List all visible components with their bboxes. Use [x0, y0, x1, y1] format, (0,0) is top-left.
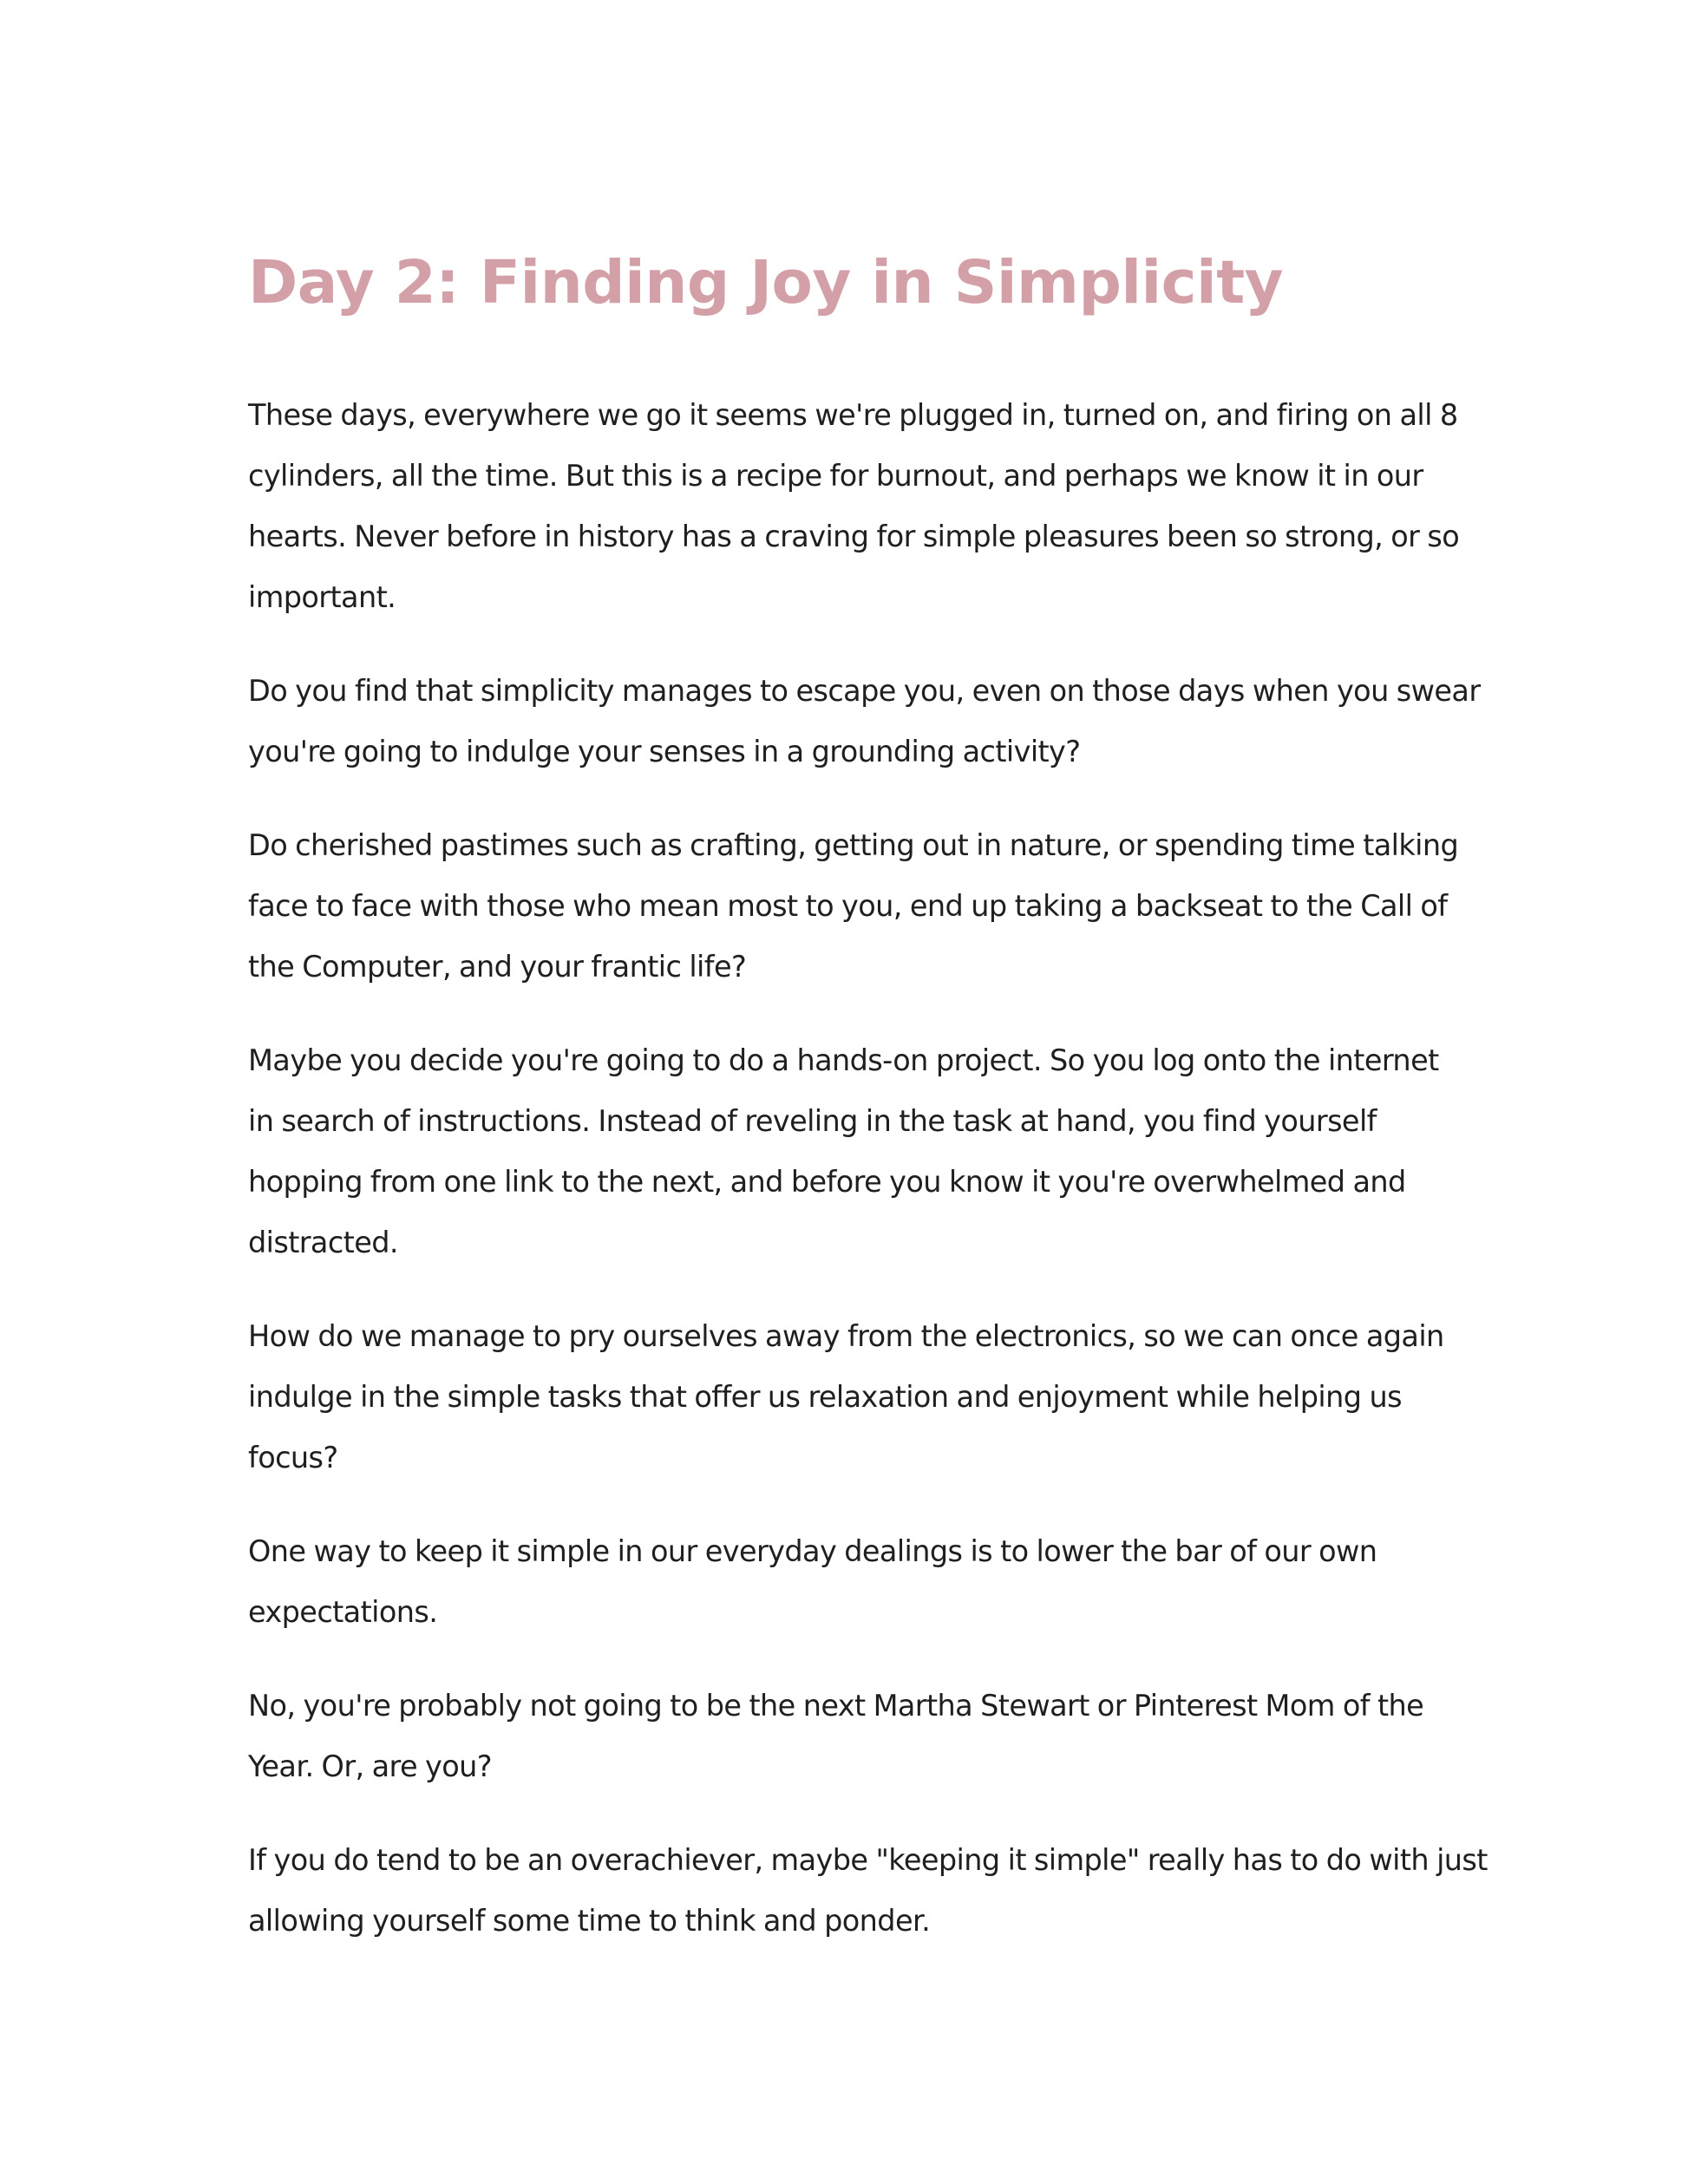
body-paragraph [248, 661, 1481, 782]
paragraph-line: expectations. [248, 1595, 438, 1629]
body-paragraph [248, 1030, 1462, 1273]
paragraph-line: distracted. [248, 1226, 398, 1259]
paragraph-line: How do we manage to pry ourselves away from the electronics, so we can once again [248, 1319, 1444, 1353]
paragraph-line: important. [248, 580, 396, 614]
paragraph-line: hopping from one link to the next, and before you know it you're overwhelmed and [248, 1165, 1406, 1199]
paragraph-line: hearts. Never before in history has a craving for simple pleasures been so strong, or so [248, 520, 1460, 553]
body-paragraph [248, 1306, 1462, 1488]
paragraph-line: These days, everywhere we go it seems we're plugged in, turned on, and firing on all 8 [248, 398, 1458, 432]
paragraph-line: One way to keep it simple in our everyday dealings is to lower the bar of our own [248, 1534, 1377, 1568]
body-paragraph [248, 385, 1462, 628]
paragraph-line: If you do tend to be an overachiever, maybe "keeping it simple" really has to do with just [248, 1843, 1488, 1877]
paragraph-line: focus? [248, 1441, 338, 1475]
paragraph-line: No, you're probably not going to be the next Martha Stewart or Pinterest Mom of the [248, 1689, 1424, 1723]
page-title: Day 2: Finding Joy in Simplicity [248, 248, 1284, 317]
document-body [248, 385, 1488, 1952]
paragraph-line: Year. Or, are you? [248, 1749, 492, 1783]
paragraph-line: allowing yourself some time to think and ponder. [248, 1904, 931, 1938]
body-paragraph [248, 1676, 1462, 1797]
paragraph-line: Do cherished pastimes such as crafting, getting out in nature, or spending time talking [248, 828, 1459, 862]
paragraph-line: face to face with those who mean most to you, end up taking a backseat to the Call of [248, 889, 1448, 923]
paragraph-line: Maybe you decide you're going to do a hands-on project. So you log onto the internet [248, 1043, 1439, 1077]
paragraph-line: you're going to indulge your senses in a grounding activity? [248, 735, 1081, 768]
body-paragraph [248, 1830, 1488, 1952]
paragraph-line: indulge in the simple tasks that offer us relaxation and enjoyment while helping us [248, 1380, 1402, 1414]
paragraph-line: in search of instructions. Instead of reveling in the task at hand, you find yourself [248, 1104, 1377, 1138]
document-content [248, 234, 1488, 1985]
paragraph-line: the Computer, and your frantic life? [248, 950, 747, 984]
paragraph-line: cylinders, all the time. But this is a recipe for burnout, and perhaps we know it in our [248, 459, 1423, 493]
body-paragraph [248, 815, 1462, 997]
paragraph-line: Do you find that simplicity manages to escape you, even on those days when you swear [248, 674, 1481, 708]
body-paragraph [248, 1521, 1462, 1643]
